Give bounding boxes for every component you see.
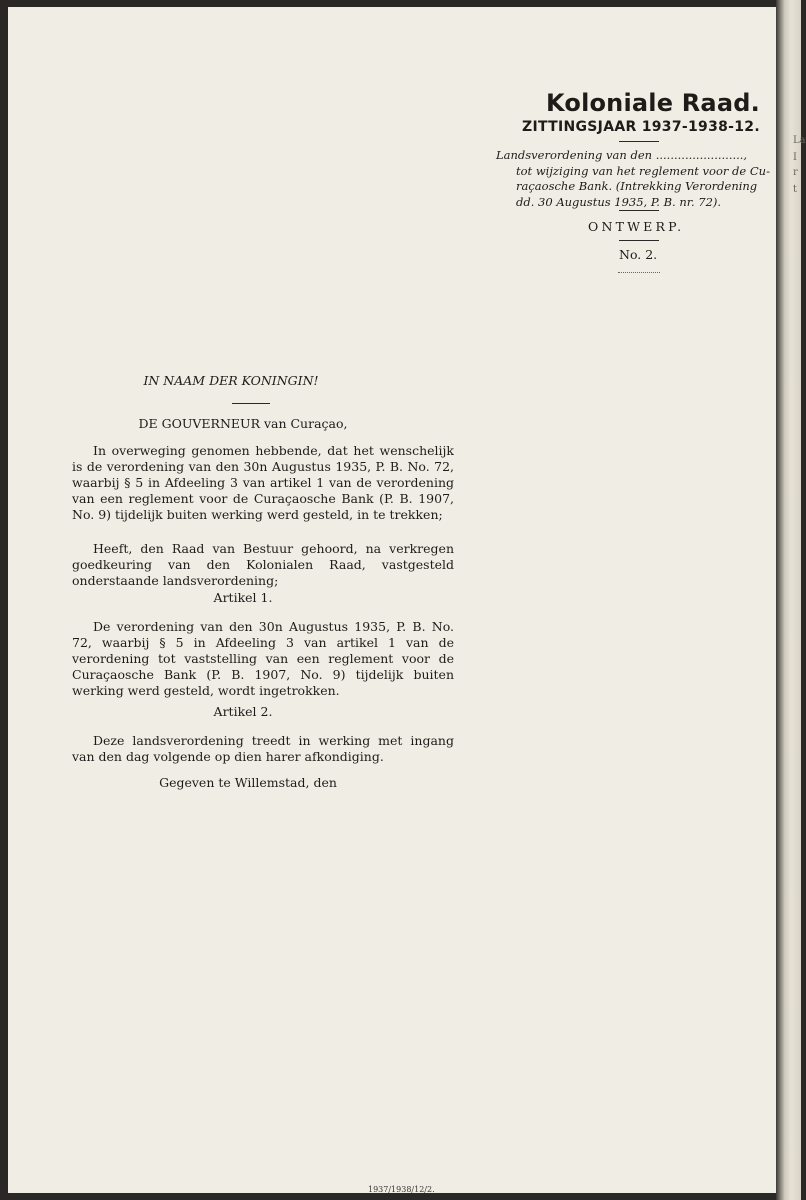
adjacent-page-edge: [776, 0, 806, 1200]
description-line: dd. 30 Augustus 1935, P. B. nr. 72).: [516, 194, 722, 209]
footer-reference: 1937/1938/12/2.: [368, 1185, 435, 1194]
description-line: raçaosche Bank. (Intrekking Verordening: [516, 179, 758, 193]
document-title: Koloniale Raad.: [546, 89, 760, 117]
description-line: tot wijziging van het reglement voor de Cu-: [516, 163, 770, 178]
draft-rule: [619, 240, 659, 241]
adjacent-page-mark: r: [793, 167, 798, 178]
article-2-text: Deze landsverordening treedt in werking met ingang van den dag volgende op dien harer afkondiging.: [72, 733, 454, 764]
enactment-paragraph: Heeft, den Raad van Bestuur gehoord, na verkregen goedkeuring van den Kolonialen Raad, vastgesteld onderstaande landsverordening;: [72, 541, 454, 588]
session-year: ZITTINGSJAAR 1937-1938-12.: [522, 119, 760, 135]
adjacent-page-mark: t: [793, 184, 798, 195]
description-rule: [619, 210, 659, 211]
governor-heading: DE GOUVERNEUR van Curaçao,: [138, 416, 348, 431]
article-2-heading: Artikel 2.: [213, 704, 273, 719]
draft-number: No. 2.: [619, 247, 658, 262]
draft-label: ONTWERP.: [588, 219, 685, 234]
header-rule: [619, 141, 659, 142]
preamble-paragraph: In overweging genomen hebbende, dat het wenschelijk is de verordening van den 30n Augustus 1935, P. B. No. 72, waarbij § 5 in Afdeeling 3 van artikel 1 van de verordening van een reglement voor de Curaçaosche Bank (P. B. 1907, No. 9) tijdelijk buiten werking werd gesteld, in te trekken;: [72, 443, 454, 522]
document-page: [8, 7, 776, 1193]
document-description: [496, 148, 776, 210]
invocation-rule: [232, 403, 270, 404]
article-1-heading: Artikel 1.: [213, 590, 273, 605]
closing-line: Gegeven te Willemstad, den: [159, 775, 337, 790]
draft-number-rule: [618, 272, 660, 273]
adjacent-page-mark: I: [793, 152, 797, 163]
invocation: IN NAAM DER KONINGIN!: [143, 373, 319, 388]
description-line: Landsverordening van den ........................,: [496, 148, 748, 162]
adjacent-page-mark: La: [793, 135, 806, 146]
article-1-text: De verordening van den 30n Augustus 1935, P. B. No. 72, waarbij § 5 in Afdeeling 3 van artikel 1 van de verordening tot vaststelling van een reglement voor de Curaçaosche Bank (P. B. 1907, No. 9) tijdelijk buiten werking werd gesteld, wordt ingetrokken.: [72, 619, 454, 698]
